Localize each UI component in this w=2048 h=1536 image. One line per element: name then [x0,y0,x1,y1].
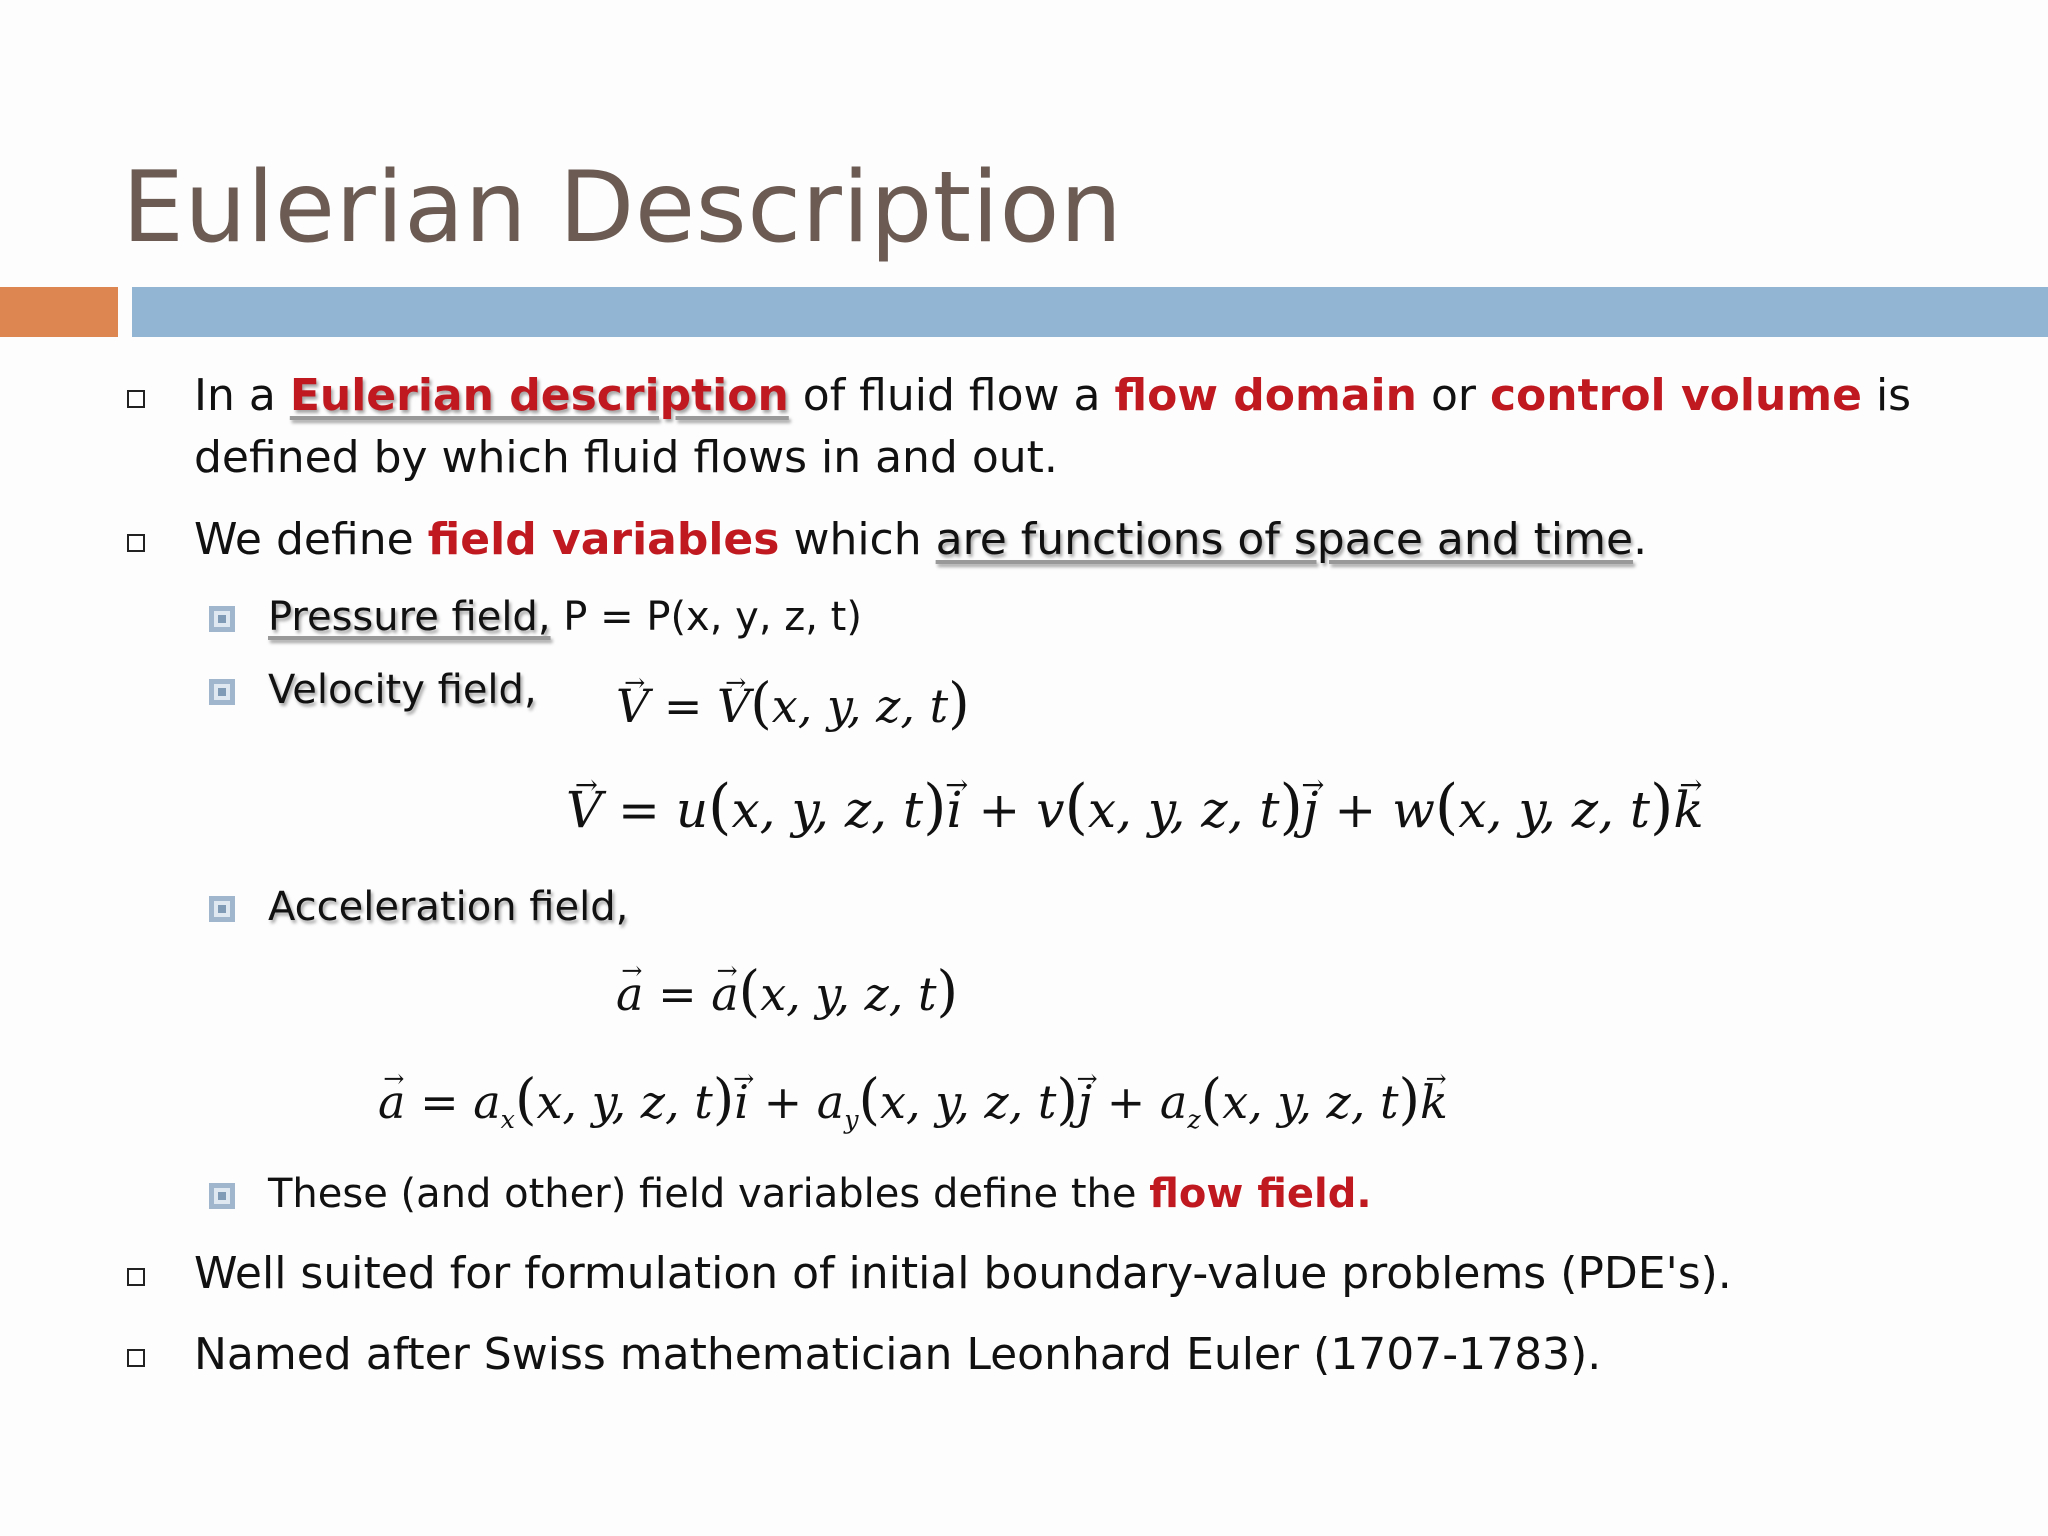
bullet-marker-4 [127,1349,145,1367]
accent-bar-blue [132,287,2048,337]
acceleration-equation-short: a → = a →(x, y, z, t) [616,960,958,1024]
sub-bullet-pressure [268,593,862,641]
flow-field-text: These (and other) field variables define the [268,1171,1150,1217]
bullet-1-text: is [1861,370,1912,421]
acceleration-equation-components: a → = $a_x(x$, y, z, t)i → + $a_y(x$, y, z, t)j → + $a_z(x$, y, z, t)k → [378,1068,1448,1134]
bullet-1-line-2: defined by which fluid flows in and out. [194,432,1058,483]
bullet-2-text: which [779,514,936,565]
label-acceleration-field: Acceleration field, [268,884,629,930]
label-pressure-field: Pressure field, [268,594,551,640]
sub-bullet-marker-flow-field [209,1183,235,1209]
pressure-equation: P = P(x, y, z, t) [550,594,862,640]
bullet-4-line: Named after Swiss mathematician Leonhard Euler (1707-1783). [194,1329,1602,1380]
term-flow-domain: flow domain [1114,370,1417,421]
sub-bullet-marker-pressure [209,606,235,632]
sub-bullet-marker-acceleration [209,896,235,922]
velocity-equation-components: V → = u(x, y, z, t)i → + v(x, y, z, t)j → + w(x, y, z, t)k → [566,772,1704,842]
bullet-3-line: Well suited for formulation of initial boundary-value problems (PDE's). [194,1248,1732,1299]
bullet-2-line [194,514,1647,567]
velocity-equation-short: V → = V →(x, y, z, t) [616,672,970,736]
term-control-volume: control volume [1489,370,1862,421]
sub-bullet-flow-field [268,1170,1372,1218]
term-field-variables: field variables [427,514,780,565]
bullet-marker-1 [127,390,145,408]
bullet-1-text: of fluid flow a [788,370,1115,421]
bullet-2-text: We define [194,514,428,565]
bullet-2-text: . [1633,514,1648,565]
phrase-functions-of-space-and-time: are functions of space and time [935,514,1634,565]
term-flow-field: flow field. [1149,1171,1372,1217]
bullet-1-line-1 [194,370,1911,423]
accent-bar-orange [0,287,118,337]
label-velocity-field: Velocity field, [268,667,537,713]
bullet-marker-3 [127,1268,145,1286]
bullet-1-text: or [1416,370,1490,421]
term-eulerian-description: Eulerian description [289,370,789,421]
bullet-marker-2 [127,534,145,552]
slide-title: Eulerian Description [122,151,1123,265]
sub-bullet-marker-velocity [209,679,235,705]
bullet-1-text: In a [194,370,290,421]
